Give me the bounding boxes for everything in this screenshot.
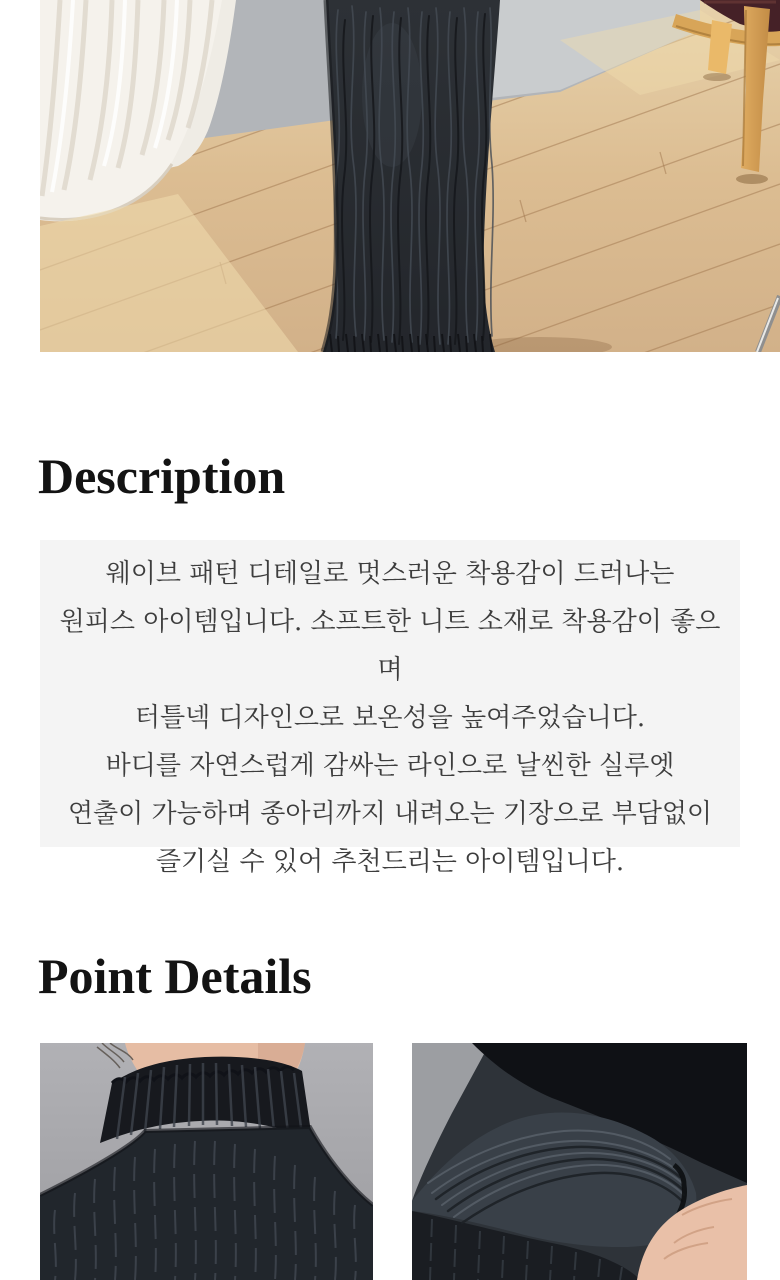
description-line: 원피스 아이템입니다. 소프트한 니트 소재로 착용감이 좋으며 (59, 607, 721, 685)
description-line: 바디를 자연스럽게 감싸는 라인으로 날씬한 실루엣 (105, 751, 675, 781)
black-knit-skirt (323, 0, 500, 352)
description-line: 웨이브 패턴 디테일로 멋스러운 착용감이 드러나는 (105, 559, 675, 589)
detail-photo-collar (40, 1043, 373, 1280)
description-line: 터틀넥 디자인으로 보온성을 높여주었습니다. (134, 703, 646, 733)
description-line: 즐기실 수 있어 추천드리는 아이템입니다. (155, 847, 625, 877)
description-box (40, 540, 740, 877)
collar-closeup-illustration (40, 1043, 373, 1280)
description-line: 연출이 가능하며 종아리까지 내려오는 기장으로 부담없이 (67, 799, 713, 829)
detail-photo-cuff (412, 1043, 747, 1280)
hero-photo (40, 0, 780, 352)
cuff-closeup-illustration (412, 1043, 747, 1280)
description-heading: Description (38, 448, 286, 504)
hero-photo-illustration (40, 0, 780, 352)
point-details-photos (40, 1043, 747, 1280)
point-details-heading: Point Details (38, 948, 312, 1004)
